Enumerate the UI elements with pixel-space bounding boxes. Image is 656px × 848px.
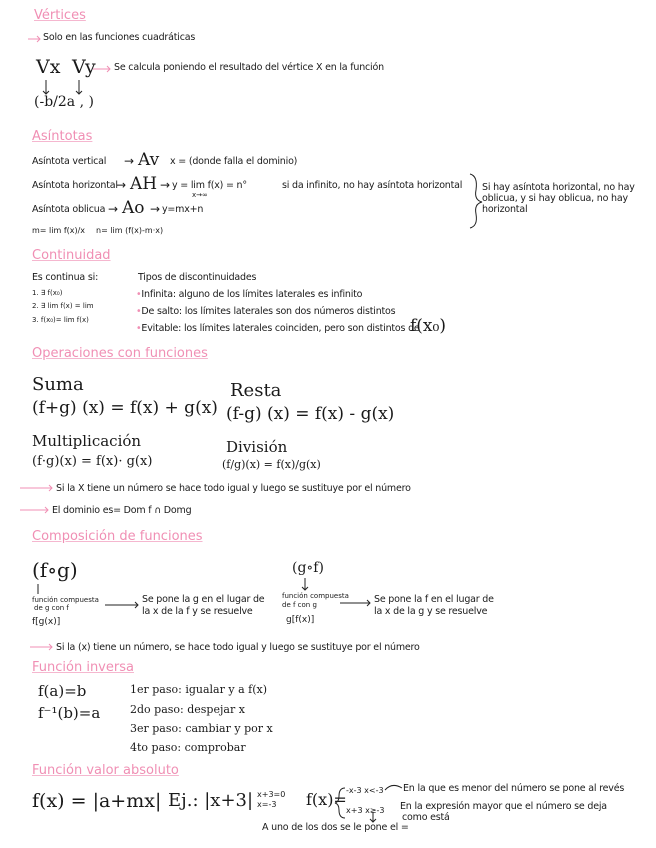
continuity-condition-1: 1. ∃ f(x₀) (32, 289, 63, 297)
absoluto-formula: f(x) = |a+mx| (32, 790, 162, 812)
asintota-vertical-formula: x = (donde falla el dominio) (170, 156, 298, 167)
absoluto-solution-1: x+3=0 (257, 790, 286, 799)
tipos-discontinuidad-title: Tipos de discontinuidades (138, 272, 257, 283)
tipo-evitable: •Evitable: los límites laterales coinciden, pero son distintos de (136, 323, 420, 334)
tipo-salto: •De salto: los límites laterales son dos números distintos (136, 306, 396, 317)
asintota-horizontal-formula: y = lim f(x) = n° (172, 180, 247, 191)
absoluto-case-1: -x-3 x<-3 (346, 786, 384, 795)
fog-expression: f[g(x)] (32, 617, 61, 627)
division-title: División (226, 438, 288, 456)
fog-note-2: la x de la f y se resuelve (142, 606, 253, 617)
fog-symbol: (f∘g) (32, 558, 78, 582)
arrow-icon: → (124, 154, 134, 168)
absoluto-note-3: como está (402, 812, 450, 823)
asintota-vertical-label: Asíntota vertical (32, 156, 107, 167)
heading-continuidad: Continuidad (32, 248, 111, 263)
resta-title: Resta (230, 380, 282, 401)
vertex-y: Vy (72, 56, 96, 78)
vertices-arrow-note: Se calcula poniendo el resultado del vértice X en la función (114, 62, 384, 73)
gof-note-2: la x de la g y se resuelve (374, 606, 488, 617)
gof-caption-1: función compuesta (282, 592, 349, 600)
arrow-icon: → (108, 202, 118, 216)
m-formula: m= lim f(x)/x (32, 226, 86, 235)
heading-composicion: Composición de funciones (32, 529, 203, 544)
absoluto-note-2: En la expresión mayor que el número se deja (400, 801, 607, 812)
gof-caption-2: de f con g (282, 601, 317, 609)
arrow-icon: → (160, 178, 170, 192)
absoluto-solution-2: x=-3 (257, 800, 277, 809)
absoluto-fx: f(x)= (306, 790, 347, 809)
fog-caption-2: de g con f (34, 604, 69, 612)
gof-expression: g[f(x)] (286, 615, 315, 625)
tipo-infinita: •Infinita: alguno de los límites laterales es infinito (136, 289, 363, 300)
multiplicacion-title: Multiplicación (32, 432, 142, 450)
gof-symbol: (g∘f) (292, 560, 324, 576)
arrow-icon: → (116, 178, 126, 192)
inversa-step-4: 4to paso: comprobar (130, 741, 246, 754)
absoluto-example: Ej.: |x+3| (168, 790, 254, 811)
asintota-vertical-symbol: Av (138, 150, 160, 170)
fog-note-1: Se pone la g en el lugar de (142, 594, 265, 605)
multiplicacion-formula: (f·g)(x) = f(x)· g(x) (32, 454, 153, 469)
n-formula: n= lim (f(x)-m·x) (96, 226, 164, 235)
operaciones-note-1: Si la X tiene un número se hace todo igual y luego se sustituye por el número (56, 483, 411, 494)
vertices-note: Solo en las funciones cuadráticas (43, 32, 196, 43)
fog-caption-1: función compuesta (32, 596, 99, 604)
inversa-step-1: 1er paso: igualar y a f(x) (130, 683, 267, 696)
inversa-step-2: 2do paso: despejar x (130, 703, 245, 716)
asintota-horizontal-label: Asíntota horizontal (32, 180, 118, 191)
asintota-oblicua-label: Asíntota oblicua (32, 204, 106, 215)
absoluto-note-1: En la que es menor del número se pone al revés (403, 783, 625, 794)
division-formula: (f/g)(x) = f(x)/g(x) (222, 458, 321, 471)
composicion-note: Si la (x) tiene un número, se hace todo igual y luego se sustituye por el número (56, 642, 420, 653)
inversa-step-3: 3er paso: cambiar y por x (130, 722, 273, 735)
heading-inversa: Función inversa (32, 660, 134, 675)
heading-operaciones: Operaciones con funciones (32, 346, 208, 361)
vertex-x: Vx (36, 56, 61, 78)
asintota-oblicua-formula: y=mx+n (162, 204, 204, 215)
heading-valor-absoluto: Función valor absoluto (32, 763, 179, 778)
arrow-icon: → (150, 202, 160, 216)
operaciones-note-2: El dominio es= Dom f ∩ Domg (52, 505, 192, 516)
inversa-eq-2: f⁻¹(b)=a (38, 704, 101, 722)
asintota-oblicua-symbol: Ao (122, 198, 145, 218)
continuity-condition-2: 2. ∃ lim f(x) = lim (32, 302, 94, 310)
asintotas-side-note: Si hay asíntota horizontal, no hay oblicua, y si hay oblicua, no hay horizontal (482, 182, 635, 215)
asintota-horizontal-symbol: AH (130, 174, 158, 194)
continuity-condition-3: 3. f(x₀)= lim f(x) (32, 316, 89, 324)
absoluto-bottom-note: A uno de los dos se le pone el = (262, 822, 409, 833)
asintota-horizontal-note: si da infinito, no hay asíntota horizontal (282, 180, 463, 191)
resta-formula: (f-g) (x) = f(x) - g(x) (226, 404, 395, 424)
inversa-eq-1: f(a)=b (38, 682, 87, 700)
heading-vertices: Vértices (34, 8, 86, 23)
suma-title: Suma (32, 374, 84, 395)
gof-note-1: Se pone la f en el lugar de (374, 594, 494, 605)
vertex-formula: (-b/2a , ) (34, 94, 94, 110)
fx0-expression: f(x₀) (410, 316, 446, 336)
suma-formula: (f+g) (x) = f(x) + g(x) (32, 398, 218, 418)
absoluto-case-2: x+3 x≥-3 (346, 806, 385, 815)
es-continua-label: Es continua si: (32, 272, 99, 283)
asintota-horizontal-lim-sub: x→∞ (192, 191, 208, 199)
heading-asintotas: Asíntotas (32, 129, 93, 144)
